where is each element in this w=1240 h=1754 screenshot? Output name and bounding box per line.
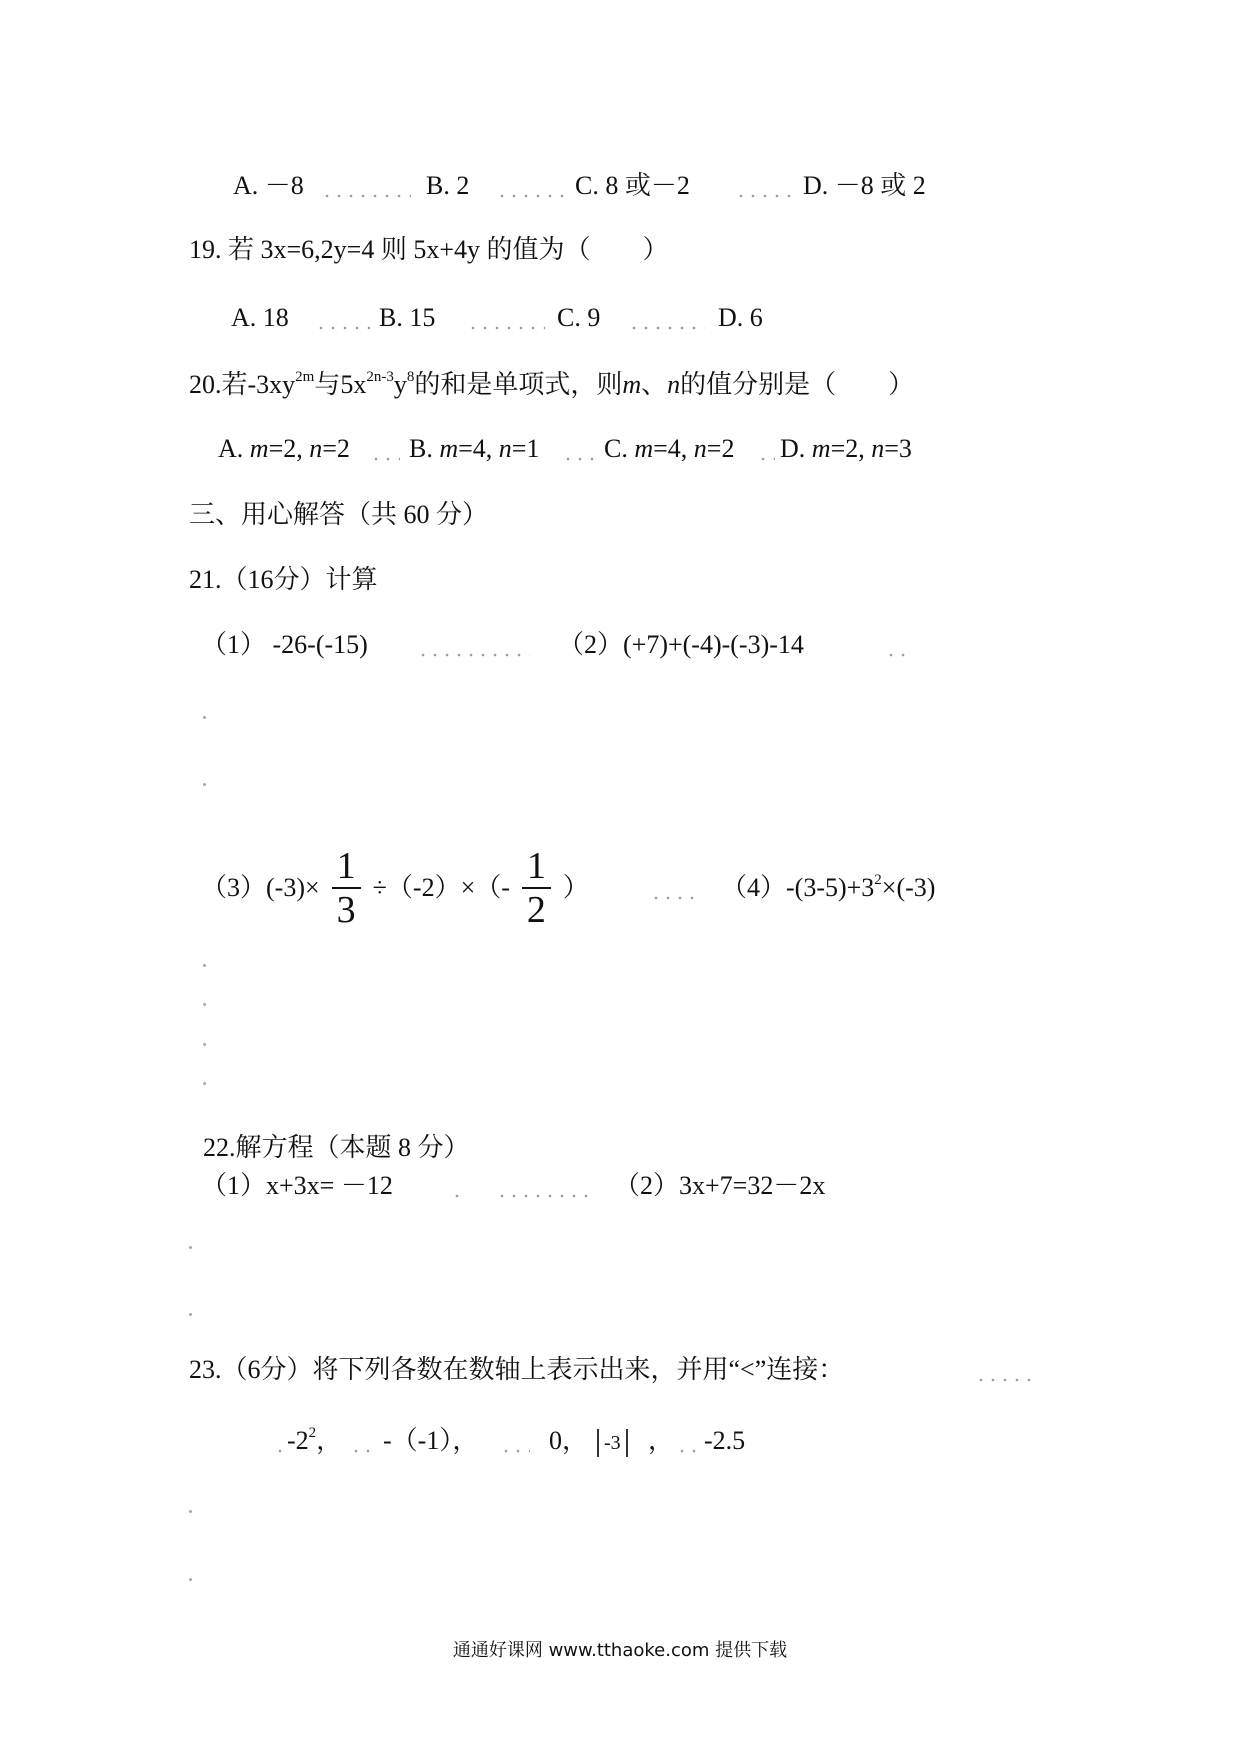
option-value: =4, [653, 434, 694, 463]
q20-option-c [604, 434, 734, 464]
dot-leader [757, 457, 775, 461]
margin-dot [203, 1082, 206, 1085]
dot-leader [417, 653, 530, 657]
option-value: =3 [884, 434, 912, 463]
fraction-denominator: 3 [336, 889, 356, 931]
dot-leader [885, 653, 905, 657]
dot-leader [496, 194, 564, 198]
q20-stem-text: 与5x [314, 370, 367, 399]
variable-n: n [498, 434, 512, 463]
dot-leader [628, 326, 705, 330]
q21-part-4 [721, 873, 935, 903]
q21-part-1: （1） -26-(-15) [201, 630, 368, 659]
margin-dot [189, 1578, 192, 1581]
expression-text: （4）-(3-5)+3 [721, 873, 875, 902]
margin-dot [189, 1510, 192, 1513]
option-value: =4, [458, 434, 499, 463]
dot-leader [676, 1449, 698, 1453]
option-value: =2 [322, 434, 350, 463]
dot-leader [350, 1449, 374, 1453]
q23-number-3: 0， [549, 1426, 589, 1455]
separator: ， [316, 1426, 343, 1455]
option-value: =2, [830, 434, 872, 463]
dot-leader [650, 896, 694, 900]
variable-n: n [693, 434, 707, 463]
separator: ， [648, 1426, 675, 1455]
q23-number-4 [597, 1426, 628, 1456]
q21-part-2: （2）(+7)+(-4)-(-3)-14 [558, 630, 804, 659]
margin-dot [203, 716, 206, 719]
exponent: 8 [406, 369, 415, 385]
margin-dot [203, 783, 206, 786]
fraction-one-half [522, 845, 551, 931]
expression-text: ×(-3) [881, 873, 936, 902]
q22-part-2: （2）3x+7=32－2x [614, 1171, 826, 1200]
margin-dot [203, 964, 206, 967]
fraction-one-third [332, 845, 361, 931]
q21-part-3 [201, 843, 589, 933]
q20-stem-text: 的值分别是（ ） [680, 370, 915, 399]
variable-m: m [622, 370, 642, 399]
option-value: =2 [706, 434, 735, 463]
option-value: =1 [511, 434, 540, 463]
q19-option-c: C. 9 [557, 303, 601, 332]
dot-leader [274, 1449, 282, 1453]
option-value: =2, [268, 434, 310, 463]
dot-leader [321, 194, 411, 198]
dot-leader [370, 457, 400, 461]
fraction-denominator: 2 [526, 889, 546, 931]
q20-stem-text: 20.若-3xy [189, 370, 296, 399]
margin-dot [203, 1043, 206, 1046]
q22-title: 22.解方程（本题 8 分） [203, 1133, 470, 1162]
expression-text: ÷（-2）×（- [372, 873, 510, 902]
dot-leader [467, 326, 545, 330]
dot-leader [496, 1194, 588, 1198]
q23-number-2: -（-1）， [383, 1426, 479, 1455]
q18-option-c: C. 8 或－2 [575, 171, 690, 200]
q19-option-d: D. 6 [718, 303, 763, 332]
option-label: D. [780, 434, 812, 463]
q20-option-b [409, 434, 539, 464]
number-text: -2 [287, 1426, 309, 1455]
q20-stem-text: 的和是单项式，则 [414, 370, 623, 399]
variable-m: m [249, 434, 269, 463]
option-label: A. [218, 434, 250, 463]
exponent: 2 [308, 1425, 317, 1441]
dot-leader [451, 1194, 459, 1198]
q23-number-5: -2.5 [704, 1426, 746, 1455]
fraction-numerator: 1 [332, 845, 361, 889]
q19-option-b: B. 15 [379, 303, 436, 332]
exponent: 2n-3 [366, 369, 394, 385]
dot-leader [500, 1449, 530, 1453]
variable-m: m [439, 434, 459, 463]
q20-option-a [218, 434, 350, 464]
expression-text: ） [562, 873, 589, 902]
q20-option-d [780, 434, 912, 464]
page-footer: 通通好课网 www.tthaoke.com 提供下载 [452, 1640, 788, 1661]
q18-option-a: A. －8 [233, 171, 304, 200]
exponent: 2 [874, 872, 882, 888]
q21-title: 21.（16分）计算 [189, 565, 378, 594]
dot-leader [975, 1378, 1033, 1382]
q18-option-d: D. －8 或 2 [803, 171, 926, 200]
margin-dot [189, 1313, 192, 1316]
option-label: B. [409, 434, 440, 463]
q20-stem [189, 370, 914, 400]
q20-stem-text: y [393, 370, 407, 399]
q19-stem: 19. 若 3x=6,2y=4 则 5x+4y 的值为（ ） [189, 235, 669, 264]
q23-title: 23.（6分）将下列各数在数轴上表示出来，并用“<”连接： [189, 1355, 845, 1384]
q23-number-1 [287, 1426, 342, 1456]
variable-n: n [309, 434, 323, 463]
dot-leader [315, 326, 370, 330]
q18-option-b: B. 2 [426, 171, 470, 200]
section-title: 三、用心解答（共 60 分） [189, 500, 489, 529]
dot-leader [562, 457, 596, 461]
absolute-value: -3 [597, 1429, 628, 1457]
q19-option-a: A. 18 [231, 303, 289, 332]
variable-m: m [811, 434, 831, 463]
dot-leader [735, 194, 791, 198]
expression-text: （3）(-3)× [201, 873, 320, 902]
variable-n: n [871, 434, 885, 463]
exponent: 2m [295, 369, 315, 385]
variable-n: n [667, 370, 681, 399]
q22-part-1: （1）x+3x= －12 [201, 1171, 393, 1200]
q20-stem-text: 、 [641, 370, 668, 399]
fraction-numerator: 1 [522, 845, 551, 889]
variable-m: m [634, 434, 654, 463]
margin-dot [203, 1003, 206, 1006]
margin-dot [189, 1246, 192, 1249]
option-label: C. [604, 434, 635, 463]
